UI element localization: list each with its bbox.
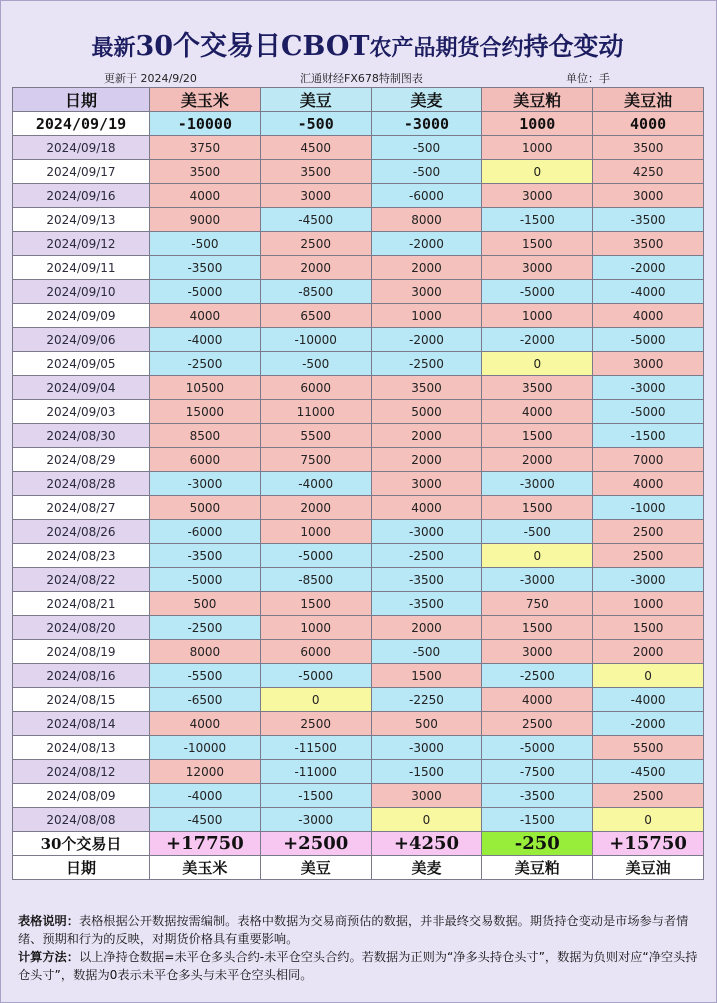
title-part-products: 农产品期货合约 <box>369 35 524 61</box>
value-cell: 3500 <box>482 376 593 400</box>
value-cell: 3000 <box>260 184 371 208</box>
value-cell: -3500 <box>482 784 593 808</box>
value-cell: 0 <box>593 664 704 688</box>
value-cell: 4000 <box>482 688 593 712</box>
value-cell: -6000 <box>150 520 261 544</box>
value-cell: -4000 <box>150 328 261 352</box>
value-cell: 15000 <box>150 400 261 424</box>
value-cell: 4000 <box>150 184 261 208</box>
value-cell: 7500 <box>260 448 371 472</box>
date-cell: 2024/09/18 <box>13 136 150 160</box>
value-cell: 0 <box>482 160 593 184</box>
latest-value-cell: -3000 <box>371 112 482 136</box>
date-cell: 2024/08/14 <box>13 712 150 736</box>
date-cell: 2024/09/16 <box>13 184 150 208</box>
table-row <box>13 424 704 448</box>
value-cell: 3000 <box>482 184 593 208</box>
value-cell: 2500 <box>260 232 371 256</box>
value-cell: 2500 <box>593 520 704 544</box>
date-cell: 2024/08/19 <box>13 640 150 664</box>
col-header-soymeal: 美豆粕 <box>482 88 593 112</box>
value-cell: 0 <box>593 808 704 832</box>
value-cell: 1500 <box>482 496 593 520</box>
value-cell: 4000 <box>371 496 482 520</box>
date-cell: 2024/08/27 <box>13 496 150 520</box>
table-row <box>13 400 704 424</box>
calc-label: 计算方法： <box>18 950 79 964</box>
table-row <box>13 760 704 784</box>
value-cell: -3500 <box>150 544 261 568</box>
value-cell: -3000 <box>150 472 261 496</box>
value-cell: -2500 <box>150 352 261 376</box>
date-cell: 2024/08/30 <box>13 424 150 448</box>
update-date: 更新于 2024/9/20 <box>104 72 197 85</box>
value-cell: 1500 <box>371 664 482 688</box>
col-header-soyoil: 美豆油 <box>593 88 704 112</box>
desc-text: 表格根据公开数据按需编制。表格中数据为交易商预估的数据，并非最终交易数据。期货持仓变动是市场参与者情绪、预期和行为的反映，对期货价格具有重要影响。 <box>18 914 689 946</box>
table-description <box>18 912 702 948</box>
value-cell: -4000 <box>593 688 704 712</box>
table-row <box>13 304 704 328</box>
latest-row <box>13 112 704 136</box>
value-cell: 1500 <box>482 424 593 448</box>
value-cell: 0 <box>260 688 371 712</box>
value-cell: -5000 <box>482 736 593 760</box>
calc-method <box>18 948 702 984</box>
value-cell: -11500 <box>260 736 371 760</box>
value-cell: 2000 <box>371 424 482 448</box>
value-cell: 500 <box>371 712 482 736</box>
value-cell: -1000 <box>593 496 704 520</box>
table-row <box>13 712 704 736</box>
value-cell: -8500 <box>260 568 371 592</box>
header-row <box>13 88 704 112</box>
value-cell: 4000 <box>150 712 261 736</box>
table-row <box>13 472 704 496</box>
value-cell: 3500 <box>150 160 261 184</box>
value-cell: 2500 <box>593 784 704 808</box>
table-row <box>13 160 704 184</box>
value-cell: 8000 <box>371 208 482 232</box>
date-cell: 2024/08/13 <box>13 736 150 760</box>
source-label: 汇通财经FX678特制图表 <box>300 72 423 85</box>
page-title <box>0 24 715 63</box>
value-cell: 3500 <box>260 160 371 184</box>
title-part-cbot: 30个交易日CBOT <box>135 31 370 62</box>
latest-value-cell: 4000 <box>593 112 704 136</box>
summary-value-cell: +17750 <box>150 832 261 856</box>
value-cell: -3000 <box>371 520 482 544</box>
value-cell: -2500 <box>150 616 261 640</box>
value-cell: 1500 <box>260 592 371 616</box>
unit-label: 单位：手 <box>566 72 610 85</box>
value-cell: 10500 <box>150 376 261 400</box>
date-cell: 2024/08/12 <box>13 760 150 784</box>
value-cell: 0 <box>482 352 593 376</box>
table-row <box>13 352 704 376</box>
value-cell: 4000 <box>593 304 704 328</box>
value-cell: -500 <box>371 136 482 160</box>
footer-col-header: 美麦 <box>371 856 482 880</box>
value-cell: 1000 <box>593 592 704 616</box>
value-cell: -500 <box>371 160 482 184</box>
value-cell: -2500 <box>482 664 593 688</box>
value-cell: 3750 <box>150 136 261 160</box>
value-cell: -1500 <box>371 760 482 784</box>
table-row <box>13 448 704 472</box>
value-cell: -1500 <box>593 424 704 448</box>
value-cell: -3000 <box>482 472 593 496</box>
value-cell: -2500 <box>371 544 482 568</box>
value-cell: 6000 <box>150 448 261 472</box>
value-cell: -5500 <box>150 664 261 688</box>
value-cell: -5000 <box>150 568 261 592</box>
value-cell: -6000 <box>371 184 482 208</box>
table-row <box>13 256 704 280</box>
value-cell: 1000 <box>482 136 593 160</box>
footer-col-header: 美豆粕 <box>482 856 593 880</box>
date-cell: 2024/09/09 <box>13 304 150 328</box>
value-cell: -3000 <box>371 736 482 760</box>
table-row <box>13 496 704 520</box>
table-row <box>13 328 704 352</box>
value-cell: 3000 <box>371 280 482 304</box>
table-row <box>13 280 704 304</box>
date-cell: 2024/08/16 <box>13 664 150 688</box>
table-row <box>13 232 704 256</box>
table-row <box>13 136 704 160</box>
latest-value-cell: -500 <box>260 112 371 136</box>
value-cell: 2500 <box>482 712 593 736</box>
value-cell: 6000 <box>260 376 371 400</box>
footer-col-header: 日期 <box>13 856 150 880</box>
value-cell: 0 <box>371 808 482 832</box>
summary-value-cell: -250 <box>482 832 593 856</box>
value-cell: 6500 <box>260 304 371 328</box>
footer-header-row <box>13 856 704 880</box>
value-cell: 5500 <box>593 736 704 760</box>
date-cell: 2024/08/15 <box>13 688 150 712</box>
value-cell: -2500 <box>371 352 482 376</box>
table-row <box>13 568 704 592</box>
footer-col-header: 美豆油 <box>593 856 704 880</box>
table-row <box>13 808 704 832</box>
value-cell: 2000 <box>260 256 371 280</box>
value-cell: -3000 <box>593 376 704 400</box>
value-cell: 2000 <box>482 448 593 472</box>
value-cell: -5000 <box>593 328 704 352</box>
value-cell: 5000 <box>150 496 261 520</box>
latest-value-cell: -10000 <box>150 112 261 136</box>
value-cell: 3000 <box>371 472 482 496</box>
value-cell: 1500 <box>593 616 704 640</box>
table-row <box>13 544 704 568</box>
table-row <box>13 640 704 664</box>
table-row <box>13 520 704 544</box>
summary-row <box>13 832 704 856</box>
value-cell: -4500 <box>593 760 704 784</box>
value-cell: 3000 <box>482 256 593 280</box>
value-cell: -2000 <box>593 712 704 736</box>
value-cell: 2000 <box>371 448 482 472</box>
value-cell: -4500 <box>150 808 261 832</box>
notes-section <box>18 912 702 984</box>
value-cell: 2000 <box>593 640 704 664</box>
positions-table <box>12 87 704 880</box>
value-cell: -3000 <box>482 568 593 592</box>
value-cell: -2000 <box>482 328 593 352</box>
date-cell: 2024/09/03 <box>13 400 150 424</box>
value-cell: -7500 <box>482 760 593 784</box>
value-cell: 1500 <box>482 232 593 256</box>
value-cell: 2000 <box>371 616 482 640</box>
date-cell: 2024/08/08 <box>13 808 150 832</box>
date-cell: 2024/08/29 <box>13 448 150 472</box>
date-cell: 2024/09/06 <box>13 328 150 352</box>
summary-label-cell: 30个交易日 <box>13 832 150 856</box>
value-cell: 9000 <box>150 208 261 232</box>
date-cell: 2024/08/21 <box>13 592 150 616</box>
value-cell: 8500 <box>150 424 261 448</box>
value-cell: -5000 <box>260 664 371 688</box>
value-cell: -5000 <box>482 280 593 304</box>
date-cell: 2024/08/22 <box>13 568 150 592</box>
table-row <box>13 688 704 712</box>
date-cell: 2024/09/11 <box>13 256 150 280</box>
latest-value-cell: 1000 <box>482 112 593 136</box>
value-cell: -1500 <box>482 808 593 832</box>
summary-value-cell: +4250 <box>371 832 482 856</box>
value-cell: 4000 <box>593 472 704 496</box>
value-cell: 3500 <box>593 136 704 160</box>
value-cell: 4000 <box>150 304 261 328</box>
value-cell: 2000 <box>260 496 371 520</box>
calc-text: 以上净持仓数据=未平仓多头合约-未平仓空头合约。若数据为正则为“净多头持仓头寸”，数据为负则对应“净空头持仓头寸”，数据为0表示未平仓多头与未平仓空头相同。 <box>18 950 698 982</box>
date-cell: 2024/09/04 <box>13 376 150 400</box>
title-part-latest: 最新 <box>91 35 136 61</box>
value-cell: -500 <box>260 352 371 376</box>
date-cell: 2024/08/23 <box>13 544 150 568</box>
value-cell: 4500 <box>260 136 371 160</box>
value-cell: -1500 <box>260 784 371 808</box>
table-row <box>13 736 704 760</box>
table-row <box>13 184 704 208</box>
value-cell: 5500 <box>260 424 371 448</box>
value-cell: -6500 <box>150 688 261 712</box>
table-row <box>13 784 704 808</box>
date-cell: 2024/09/05 <box>13 352 150 376</box>
value-cell: -3000 <box>260 808 371 832</box>
summary-value-cell: +15750 <box>593 832 704 856</box>
date-cell: 2024/09/10 <box>13 280 150 304</box>
value-cell: -10000 <box>260 328 371 352</box>
value-cell: 3000 <box>593 184 704 208</box>
date-cell: 2024/09/13 <box>13 208 150 232</box>
col-header-date: 日期 <box>13 88 150 112</box>
value-cell: -500 <box>371 640 482 664</box>
value-cell: -4000 <box>260 472 371 496</box>
value-cell: 3500 <box>593 232 704 256</box>
value-cell: 1000 <box>260 520 371 544</box>
value-cell: -500 <box>482 520 593 544</box>
table-row <box>13 376 704 400</box>
value-cell: 7000 <box>593 448 704 472</box>
value-cell: 3000 <box>593 352 704 376</box>
value-cell: -3500 <box>593 208 704 232</box>
value-cell: 12000 <box>150 760 261 784</box>
value-cell: -2250 <box>371 688 482 712</box>
value-cell: 3000 <box>371 784 482 808</box>
value-cell: 1000 <box>260 616 371 640</box>
value-cell: -5000 <box>150 280 261 304</box>
col-header-soybean: 美豆 <box>260 88 371 112</box>
table-row <box>13 664 704 688</box>
summary-value-cell: +2500 <box>260 832 371 856</box>
value-cell: -1500 <box>482 208 593 232</box>
value-cell: -4500 <box>260 208 371 232</box>
desc-label: 表格说明： <box>18 914 79 928</box>
title-part-positions: 持仓变动 <box>523 32 624 61</box>
value-cell: -5000 <box>260 544 371 568</box>
value-cell: -3500 <box>371 592 482 616</box>
value-cell: 2000 <box>371 256 482 280</box>
value-cell: -3000 <box>593 568 704 592</box>
latest-date-cell: 2024/09/19 <box>13 112 150 136</box>
value-cell: 2500 <box>260 712 371 736</box>
date-cell: 2024/08/28 <box>13 472 150 496</box>
value-cell: 5000 <box>371 400 482 424</box>
footer-col-header: 美豆 <box>260 856 371 880</box>
value-cell: 4000 <box>482 400 593 424</box>
value-cell: 3000 <box>482 640 593 664</box>
table-row <box>13 616 704 640</box>
value-cell: -2000 <box>371 328 482 352</box>
value-cell: 4250 <box>593 160 704 184</box>
value-cell: -2000 <box>371 232 482 256</box>
value-cell: 8000 <box>150 640 261 664</box>
date-cell: 2024/08/20 <box>13 616 150 640</box>
value-cell: 1500 <box>482 616 593 640</box>
value-cell: 0 <box>482 544 593 568</box>
value-cell: 500 <box>150 592 261 616</box>
value-cell: -3500 <box>371 568 482 592</box>
value-cell: 2500 <box>593 544 704 568</box>
value-cell: -2000 <box>593 256 704 280</box>
value-cell: -4000 <box>593 280 704 304</box>
table-row <box>13 208 704 232</box>
value-cell: -3500 <box>150 256 261 280</box>
date-cell: 2024/09/17 <box>13 160 150 184</box>
value-cell: 11000 <box>260 400 371 424</box>
value-cell: -500 <box>150 232 261 256</box>
date-cell: 2024/08/26 <box>13 520 150 544</box>
value-cell: -10000 <box>150 736 261 760</box>
value-cell: 6000 <box>260 640 371 664</box>
value-cell: 1000 <box>482 304 593 328</box>
date-cell: 2024/09/12 <box>13 232 150 256</box>
value-cell: -5000 <box>593 400 704 424</box>
table-row <box>13 592 704 616</box>
footer-col-header: 美玉米 <box>150 856 261 880</box>
value-cell: -11000 <box>260 760 371 784</box>
value-cell: -8500 <box>260 280 371 304</box>
value-cell: -4000 <box>150 784 261 808</box>
value-cell: 1000 <box>371 304 482 328</box>
value-cell: 3500 <box>371 376 482 400</box>
date-cell: 2024/08/09 <box>13 784 150 808</box>
col-header-wheat: 美麦 <box>371 88 482 112</box>
col-header-corn: 美玉米 <box>150 88 261 112</box>
subheader <box>0 70 715 86</box>
value-cell: 750 <box>482 592 593 616</box>
